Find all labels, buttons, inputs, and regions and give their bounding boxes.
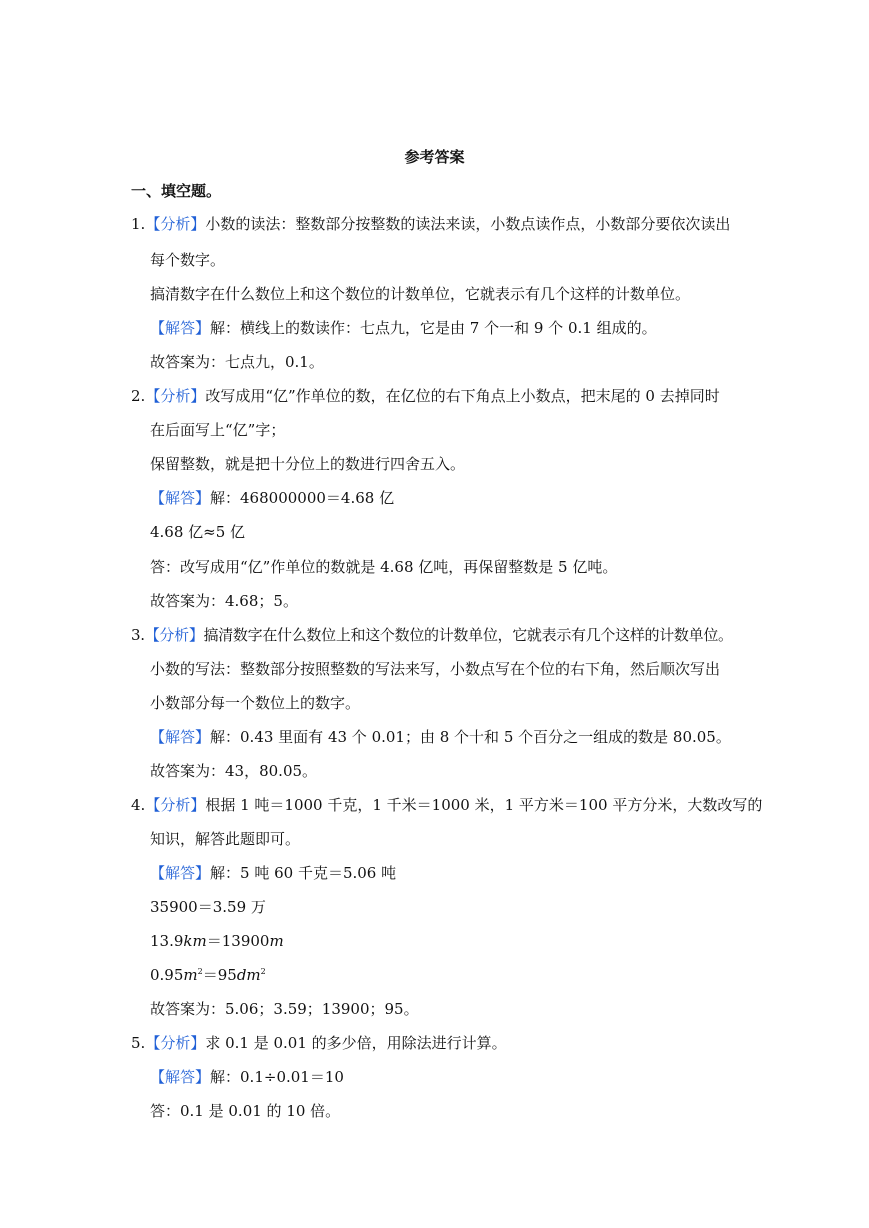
answer-tag: 【解答】 (150, 1068, 211, 1086)
q2-answer-line (150, 488, 394, 508)
q1-answer-line (150, 318, 657, 338)
q5-final: 答：0.1 是 0.01 的 10 倍。 (150, 1102, 341, 1120)
q1-analysis-cont2: 搞清数字在什么数位上和这个数位的计数单位，它就表示有几个这样的计数单位。 (150, 285, 691, 303)
q4-step3-value: 13.9 (150, 932, 184, 950)
q2-analysis-text: 改写成用“亿”作单位的数，在亿位的右下角点上小数点，把末尾的 0 去掉同时 (205, 387, 720, 405)
q4-step4-value: 0.95 (150, 966, 184, 984)
q4-step-2: 35900＝3.59 万 (150, 898, 266, 916)
analysis-tag: 【分析】 (145, 796, 206, 814)
q5-analysis-line (131, 1033, 507, 1053)
q1-analysis-cont: 每个数字。 (150, 251, 226, 269)
q3-final: 故答案为：43，80.05。 (150, 762, 318, 780)
superscript-2: 2 (197, 967, 203, 976)
answer-tag: 【解答】 (150, 728, 211, 746)
q2-analysis-cont2: 保留整数，就是把十分位上的数进行四舍五入。 (150, 455, 466, 473)
q5-answer-text: 解：0.1÷0.01＝10 (210, 1068, 344, 1086)
analysis-tag: 【分析】 (145, 387, 206, 405)
q1-analysis-text: 小数的读法：整数部分按整数的读法来读，小数点读作点，小数部分要依次读出 (205, 215, 731, 233)
q4-answer-text: 解：5 吨 60 千克＝5.06 吨 (210, 864, 397, 882)
q2-reply: 答：改写成用“亿”作单位的数就是 4.68 亿吨，再保留整数是 5 亿吨。 (150, 558, 618, 576)
q3-number: 3. (131, 626, 145, 644)
q4-analysis-cont: 知识，解答此题即可。 (150, 830, 301, 848)
q3-answer-text: 解：0.43 里面有 43 个 0.01；由 8 个十和 5 个百分之一组成的数是 80.05。 (210, 728, 731, 746)
analysis-tag: 【分析】 (145, 215, 206, 233)
q2-final: 故答案为：4.68；5。 (150, 592, 298, 610)
q3-analysis-line (131, 625, 733, 645)
q5-answer-line (150, 1067, 344, 1087)
q4-step-3 (150, 931, 284, 951)
page-title: 参考答案 (404, 148, 465, 166)
q5-analysis-text: 求 0.1 是 0.01 的多少倍，用除法进行计算。 (205, 1034, 507, 1052)
q4-final: 故答案为：5.06；3.59；13900；95。 (150, 1000, 419, 1018)
q1-number: 1. (131, 215, 146, 233)
q1-analysis-line (131, 214, 730, 234)
q3-analysis-text: 搞清数字在什么数位上和这个数位的计数单位，它就表示有几个这样的计数单位。 (203, 626, 733, 644)
q4-step3-result: ＝13900 (206, 932, 270, 950)
q2-answer-text: 解：468000000＝4.68 亿 (210, 489, 395, 507)
q1-final: 故答案为：七点九，0.1。 (150, 353, 324, 371)
analysis-tag: 【分析】 (144, 626, 204, 644)
unit-m2: m (183, 966, 198, 984)
unit-km: km (183, 932, 207, 950)
answer-tag: 【解答】 (150, 489, 211, 507)
q2-analysis-cont: 在后面写上“亿”字； (150, 421, 286, 439)
answer-tag: 【解答】 (150, 319, 211, 337)
q2-number: 2. (131, 387, 146, 405)
q4-analysis-line (131, 795, 762, 815)
q4-step4-result: ＝95 (202, 966, 237, 984)
superscript-2: 2 (260, 967, 266, 976)
q3-analysis-cont: 小数的写法：整数部分按照整数的写法来写，小数点写在个位的右下角，然后顺次写出 (150, 660, 721, 678)
q2-analysis-line (131, 386, 720, 406)
q3-analysis-cont2: 小数部分每一个数位上的数字。 (150, 694, 361, 712)
q2-step: 4.68 亿≈5 亿 (150, 523, 246, 541)
answer-tag: 【解答】 (150, 864, 211, 882)
q3-answer-line (150, 727, 731, 747)
unit-dm2: dm (236, 966, 261, 984)
q4-analysis-text: 根据 1 吨＝1000 千克，1 千米＝1000 米，1 平方米＝100 平方分米，大数改写的 (205, 796, 763, 814)
q4-answer-line (150, 863, 396, 883)
section-heading: 一、填空题。 (131, 182, 222, 200)
analysis-tag: 【分析】 (145, 1034, 206, 1052)
q5-number: 5. (131, 1034, 146, 1052)
unit-m: m (269, 932, 284, 950)
q4-step-4 (150, 965, 266, 985)
q1-answer-text: 解：横线上的数读作：七点九，它是由 7 个一和 9 个 0.1 组成的。 (210, 319, 657, 337)
q4-number: 4. (131, 796, 146, 814)
